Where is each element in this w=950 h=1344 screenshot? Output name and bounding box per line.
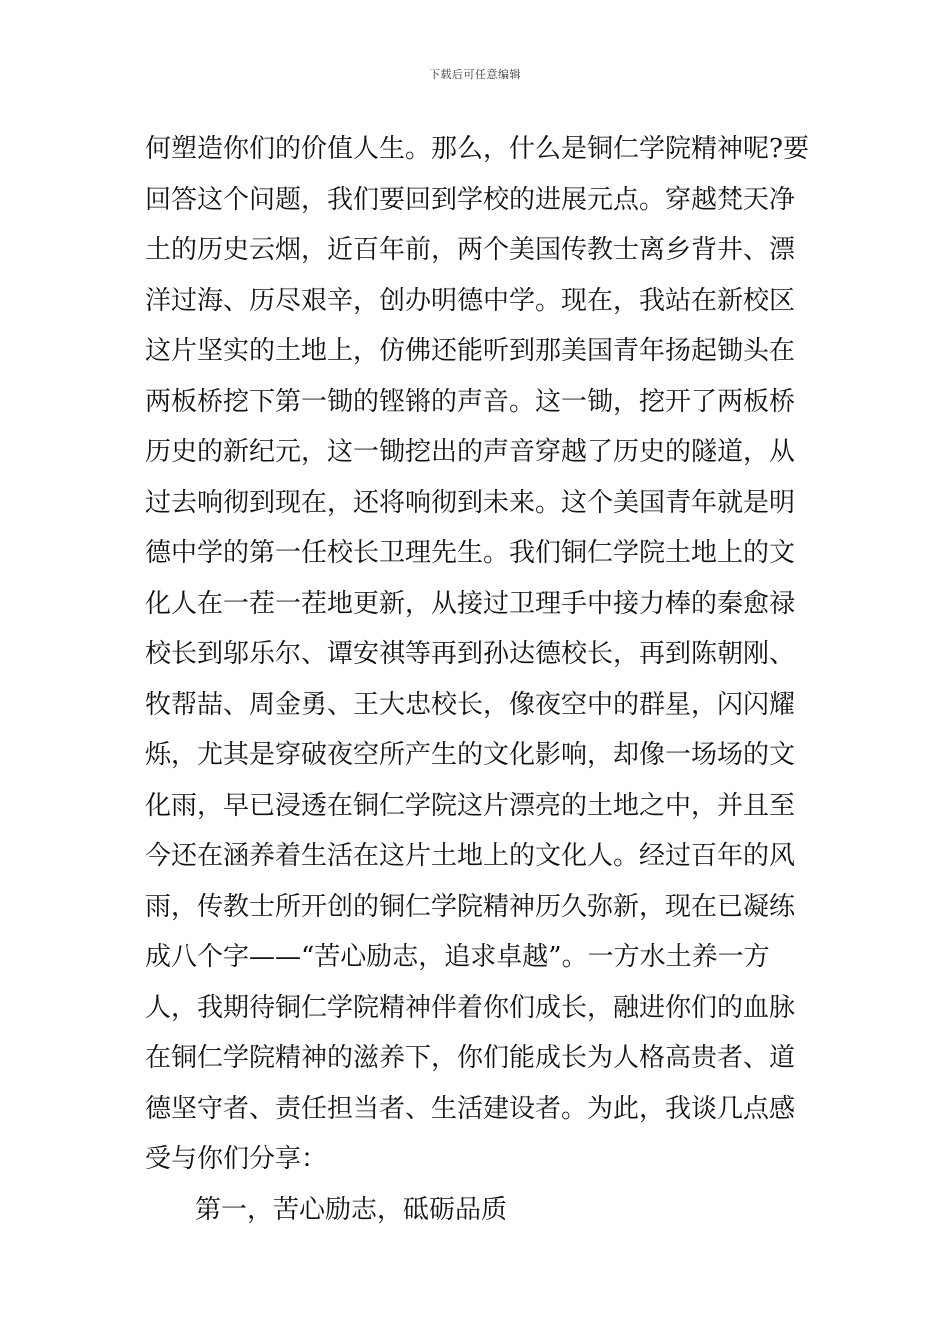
text-line: 洋过海、历尽艰辛，创办明德中学。现在，我站在新校区 [145, 285, 796, 316]
text-line: 何塑造你们的价值人生。那么，什么是铜仁学院精神呢?要 [145, 134, 809, 164]
text-line: 回答这个问题，我们要回到学校的进展元点。穿越梵天净 [145, 184, 796, 215]
text-line: 雨，传教士所开创的铜仁学院精神历久弥新，现在已凝练 [145, 891, 796, 922]
text-line: 化雨，早已浸透在铜仁学院这片漂亮的土地之中，并且至 [145, 790, 796, 821]
text-line: 德坚守者、责任担当者、生活建设者。为此，我谈几点感 [145, 1093, 796, 1124]
text-line: 成八个字——“苦心励志，追求卓越”。一方水土养一方 [145, 942, 770, 972]
text-line: 过去响彻到现在，还将响彻到未来。这个美国青年就是明 [145, 487, 796, 518]
text-line: 校长到邬乐尔、谭安祺等再到孙达德校长，再到陈朝刚、 [145, 639, 796, 669]
text-line: 历史的新纪元，这一锄挖出的声音穿越了历史的隧道，从 [145, 437, 796, 467]
text-line: 人，我期待铜仁学院精神伴着你们成长，融进你们的血脉 [145, 992, 796, 1023]
section-heading: 第一，苦心励志，砥砺品质 [195, 1194, 508, 1225]
text-line: 化人在一茬一茬地更新，从接过卫理手中接力棒的秦愈禄 [145, 588, 796, 619]
text-line: 两板桥挖下第一锄的铿锵的声音。这一锄，挖开了两板桥 [145, 386, 796, 417]
text-line: 这片坚实的土地上，仿佛还能听到那美国青年扬起锄头在 [145, 336, 796, 366]
header-note: 下载后可任意编辑 [429, 68, 521, 81]
text-line: 今还在涵养着生活在这片土地上的文化人。经过百年的风 [145, 841, 796, 871]
text-line: 土的历史云烟，近百年前，两个美国传教士离乡背井、漂 [145, 235, 796, 265]
text-line: 在铜仁学院精神的滋养下，你们能成长为人格高贵者、道 [145, 1043, 796, 1073]
text-line: 受与你们分享： [145, 1144, 328, 1174]
text-line: 牧帮喆、周金勇、王大忠校长，像夜空中的群星，闪闪耀 [145, 689, 796, 720]
body-text [145, 124, 810, 1235]
text-line: 烁，尤其是穿破夜空所产生的文化影响，却像一场场的文 [145, 740, 796, 770]
text-line: 德中学的第一任校长卫理先生。我们铜仁学院土地上的文 [145, 538, 796, 568]
